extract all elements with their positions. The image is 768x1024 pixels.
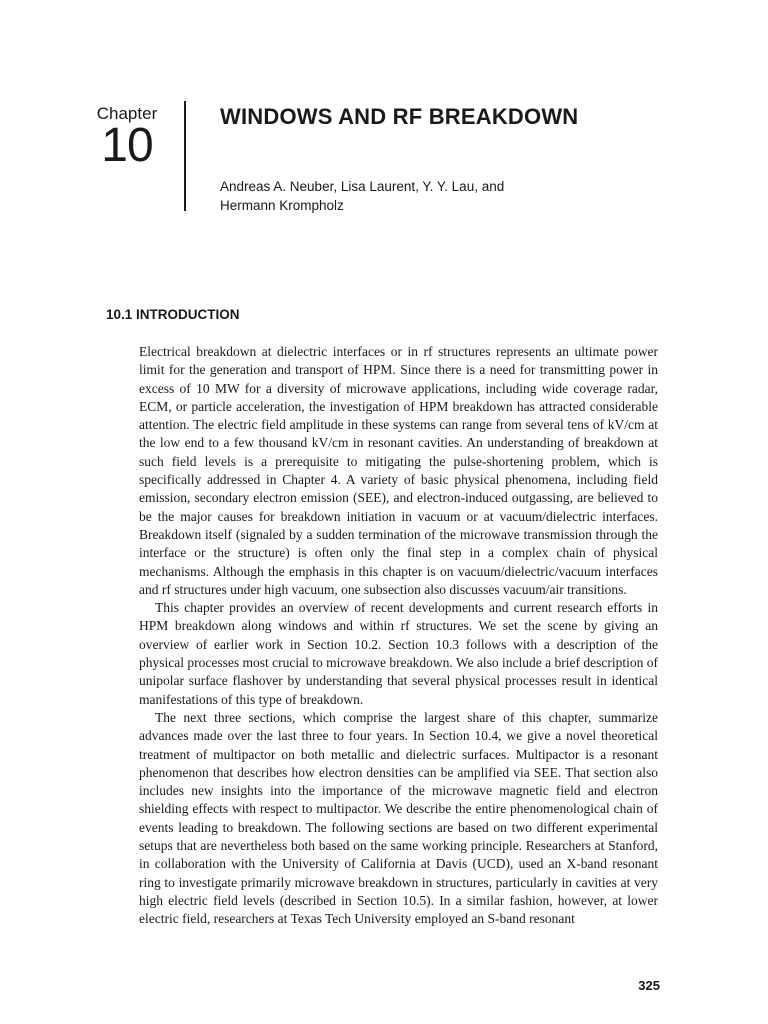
chapter-divider-rule <box>184 101 186 211</box>
page-number: 325 <box>638 978 660 993</box>
author-list <box>220 177 620 215</box>
chapter-title: WINDOWS AND RF BREAKDOWN <box>220 104 579 129</box>
paragraph-2: This chapter provides an overview of recent developments and current research efforts in HPM breakdown along windows and within rf structures. We set the scene by giving an overview of earlier work in Section 10.2. Section 10.3 follows with a description of the physical processes most crucial to microwave breakdown. We also include a brief description of unipolar surface flashover by understanding that several physical processes result in identical manifestations of this type of breakdown. <box>139 600 658 707</box>
section-heading: 10.1 INTRODUCTION <box>106 307 240 322</box>
chapter-marker <box>96 104 158 170</box>
chapter-label: Chapter <box>96 104 158 123</box>
chapter-number: 10 <box>101 119 153 172</box>
paragraph-1: Electrical breakdown at dielectric interfaces or in rf structures represents an ultimate power limit for the generation and transport of HPM. Since there is a need for transmitting power in excess of 10 MW for a diversity of microwave applications, including wide coverage radar, ECM, or particle acceleration, the investigation of HPM breakdown has attracted considerable attention. The electric field amplitude in these systems can range from several tens of kV/cm at the low end to a few thousand kV/cm in resonant cavities. An understanding of breakdown at such field levels is a prerequisite to mitigating the pulse-shortening problem, which is specifically addressed in Chapter 4. A variety of basic physical phenomena, including field emission, secondary electron emission (SEE), and electron-induced outgassing, are believed to be the major causes for breakdown initiation in vacuum or at vacuum/dielectric interfaces. Breakdown itself (signaled by a sudden termination of the microwave transmission through the interface or the structure) is often only the final step in a complex chain of physical mechanisms. Although the emphasis in this chapter is on vacuum/dielectric/vacuum interfaces and rf structures under high vacuum, one subsection also discusses vacuum/air transitions. <box>139 344 658 597</box>
paragraph-3: The next three sections, which comprise the largest share of this chapter, summarize advances made over the last three to four years. In Section 10.4, we give a novel theoretical treatment of multipactor on both metallic and dielectric surfaces. Multipactor is a resonant phenomenon that describes how electron densities can be amplified via SEE. That section also includes new insights into the importance of the microwave magnetic field and electron shielding effects with respect to multipactor. We describe the entire phenomenological chain of events leading to breakdown. The following sections are based on two different experimental setups that are nevertheless both based on the same working principle. Researchers at Stanford, in collaboration with the University of California at Davis (UCD), used an X-band resonant ring to investigate primarily microwave breakdown in structures, particularly in cavities at very high electric field levels (described in Section 10.5). In a similar fashion, however, at lower electric field, researchers at Texas Tech University employed an S-band resonant <box>139 709 658 927</box>
body-text <box>139 343 658 929</box>
author-line-1: Andreas A. Neuber, Lisa Laurent, Y. Y. Lau, and <box>220 179 505 194</box>
author-line-2: Hermann Krompholz <box>220 198 344 213</box>
